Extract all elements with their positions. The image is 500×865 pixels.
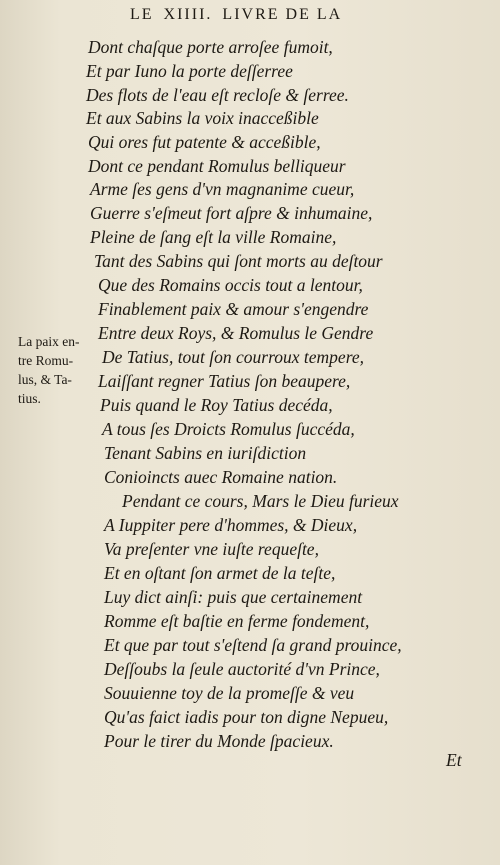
verse-line: Va preſenter vne iuſte requeſte, [104,539,319,559]
verse-line: Et que par tout s'eſtend ſa grand prouince, [104,635,402,655]
verse-line: A Iuppiter pere d'hommes, & Dieux, [104,515,358,535]
verse-line: Souuienne toy de la promeſſe & veu [104,683,355,703]
verse-line: Qu'as faict iadis pour ton digne Nepueu, [104,707,389,727]
margin-note-line: tre Romu- [18,353,74,368]
verse-line: Pleine de ſang eſt la ville Romaine, [90,227,337,247]
verse-line: Et en oſtant ſon armet de la teſte, [104,563,336,583]
verse-line: Que des Romains occis tout a lentour, [98,275,363,295]
verse-line: Laiſſant regner Tatius ſon beaupere, [98,371,351,391]
header-article: LE [130,6,154,23]
header-title: LIVRE DE LA [222,6,343,23]
catchword: Et [446,750,462,770]
verse-line: Dont ce pendant Romulus belliqueur [88,156,346,176]
verse-line: Luy dict ainſi: puis que certainement [104,587,363,607]
verse-line: Tenant Sabins en iuriſdiction [104,443,307,463]
margin-note-line: lus, & Ta- [18,372,72,387]
verse-line: Finablement paix & amour s'engendre [98,299,369,319]
verse-line: Et aux Sabins la voix inacceßible [86,108,319,128]
verse-line: Qui ores fut patente & acceßible, [88,132,321,152]
verse-line: Guerre s'eſmeut fort aſpre & inhumaine, [90,203,373,223]
margin-note [18,332,100,408]
verse-line: Conioincts auec Romaine nation. [104,467,338,487]
verse-line: Des flots de l'eau eſt recloſe & ſerree. [86,85,349,105]
verse-line: Tant des Sabins qui ſont morts au deſtour [94,251,383,271]
verse-line: Pour le tirer du Monde ſpacieux. [104,731,334,751]
header-book-number: XIIII. [163,6,213,23]
verse-line: De Tatius, tout ſon courroux tempere, [102,347,364,367]
verse-line: Et par Iuno la porte deſſerree [86,61,293,81]
verse-line: A tous ſes Droicts Romulus ſuccéda, [102,419,355,439]
running-header [130,6,460,24]
verse-line: Romme eſt baſtie en ferme fondement, [104,611,370,631]
verse-line: Entre deux Roys, & Romulus le Gendre [98,323,374,343]
verse-line: Arme ſes gens d'vn magnanime cueur, [90,179,355,199]
verse-line: Puis quand le Roy Tatius decéda, [100,395,333,415]
margin-note-line: tius. [18,391,41,406]
verse-line: Pendant ce cours, Mars le Dieu furieux [122,491,399,511]
verse-line: Dont chaſque porte arroſee fumoit, [88,37,333,57]
margin-note-line: La paix en- [18,334,80,349]
verse-line: Deſſoubs la ſeule auctorité d'vn Prince, [104,659,380,679]
